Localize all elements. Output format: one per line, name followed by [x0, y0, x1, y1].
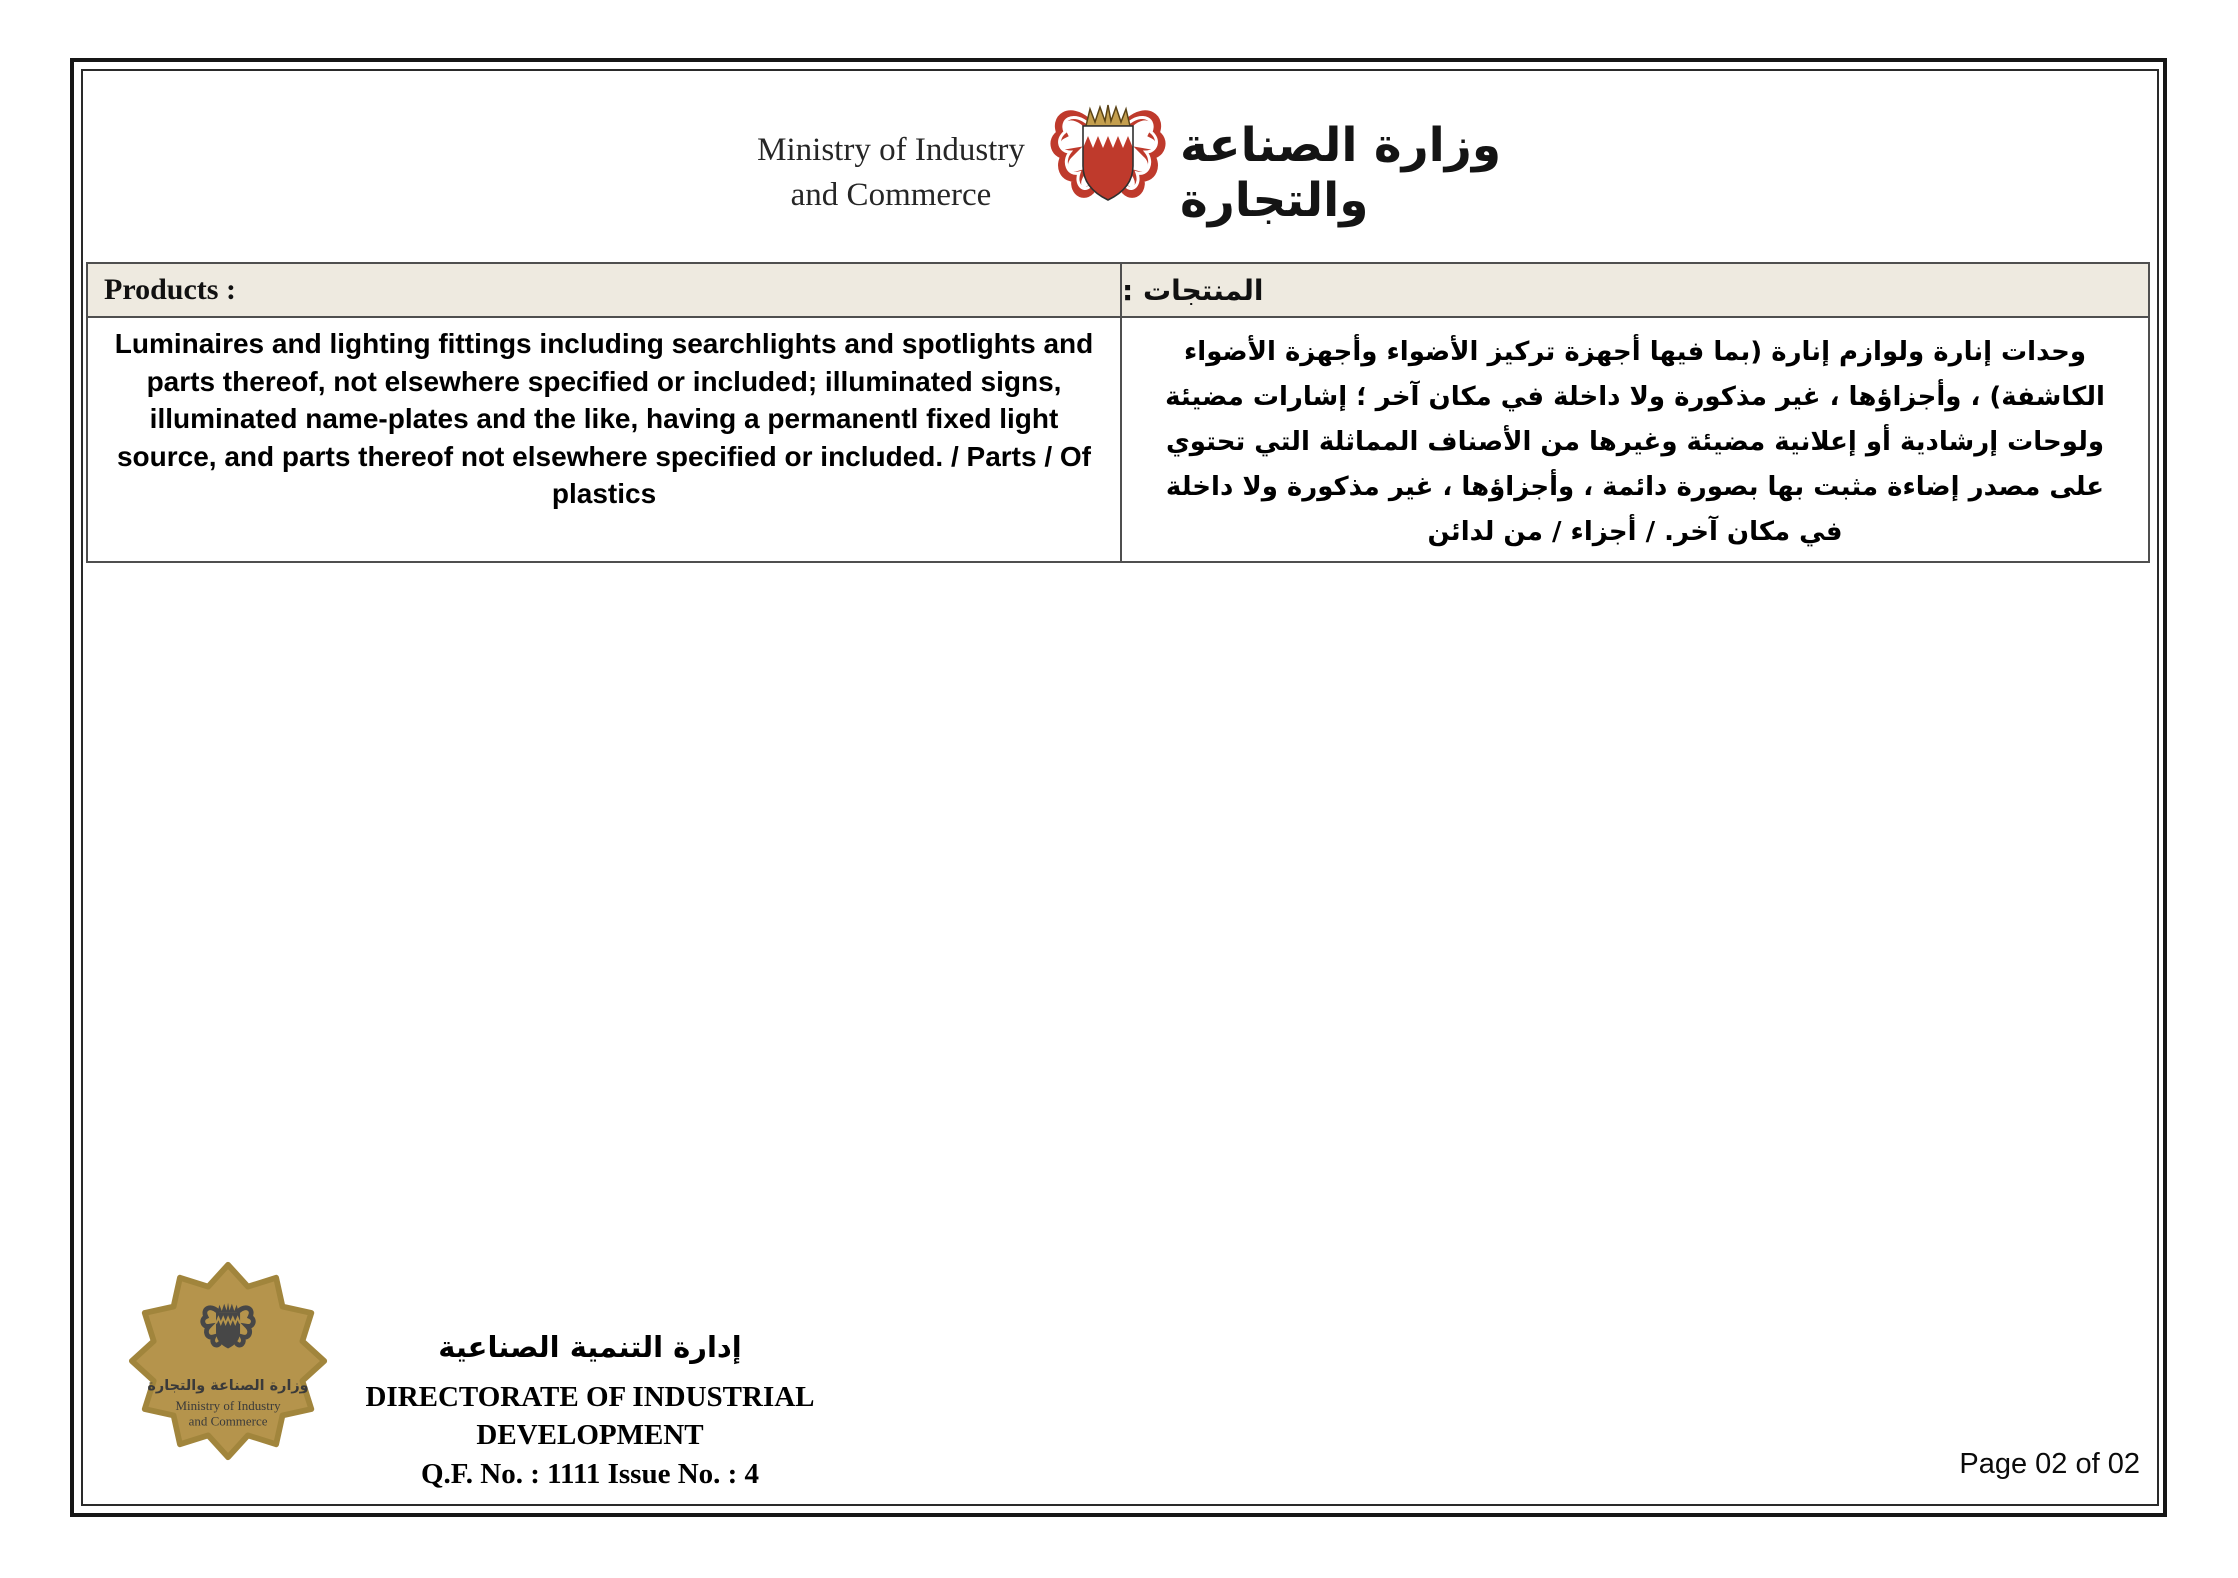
directorate-title-ar: إدارة التنمية الصناعية: [438, 1330, 742, 1364]
ministry-star-seal-icon: [128, 1256, 330, 1466]
seal-calligraphy: وزارة الصناعة والتجارة: [147, 1377, 309, 1394]
seal-ministry-line1: Ministry of Industry: [175, 1398, 281, 1414]
products-header-cell-ar: المنتجات :: [1120, 264, 2148, 316]
products-table-header-row: [88, 264, 2148, 318]
page-number: Page 02 of 02: [1959, 1448, 2140, 1480]
product-description-ar: وحدات إنارة ولوازم إنارة (بما فيها أجهزة تركيز الأضواء وأجهزة الأضواء الكاشفة) ، وأجزاؤها ، غير مذكورة ولا داخلة في مكان آخر ؛ إشارات مضيئة ولوحات إرشادية أو إعلانية مضيئة وغيرها من الأصناف المماثلة التي تحتوي على مصدر إضاءة مثبت بها بصورة دائمة ، وأجزاؤها ، غير مذكورة ولا داخلة في مكان آخر. / أجزاء / من لدائن: [1120, 318, 2148, 561]
products-table-body-row: [88, 318, 2148, 561]
directorate-title-en-line2: DEVELOPMENT: [476, 1419, 704, 1451]
ministry-name-arabic-calligraphy: وزارة الصناعة والتجارة: [1180, 118, 1502, 228]
product-description-en: Luminaires and lighting fittings including searchlights and spotlights and parts thereof, not elsewhere specified or included; illuminated signs, illuminated name-plates and the like, having a permanentl fixed light source, and parts thereof not elsewhere specified or included. / Parts / Of plastics: [114, 328, 1094, 509]
directorate-block: [330, 1330, 850, 1491]
products-table: [86, 262, 2150, 563]
ministry-name-line2: and Commerce: [790, 177, 992, 213]
ministry-name-english: [721, 128, 1061, 218]
ministry-name-line1: Ministry of Industry: [757, 132, 1025, 168]
qf-issue-line: Q.F. No. : 1111 Issue No. : 4: [420, 1458, 760, 1490]
seal-ministry-line2: and Commerce: [188, 1413, 268, 1429]
products-header-cell-en: Products :: [104, 273, 236, 306]
bahrain-coat-of-arms-icon: [1046, 94, 1170, 220]
directorate-title-en-line1: DIRECTORATE OF INDUSTRIAL: [365, 1381, 815, 1413]
